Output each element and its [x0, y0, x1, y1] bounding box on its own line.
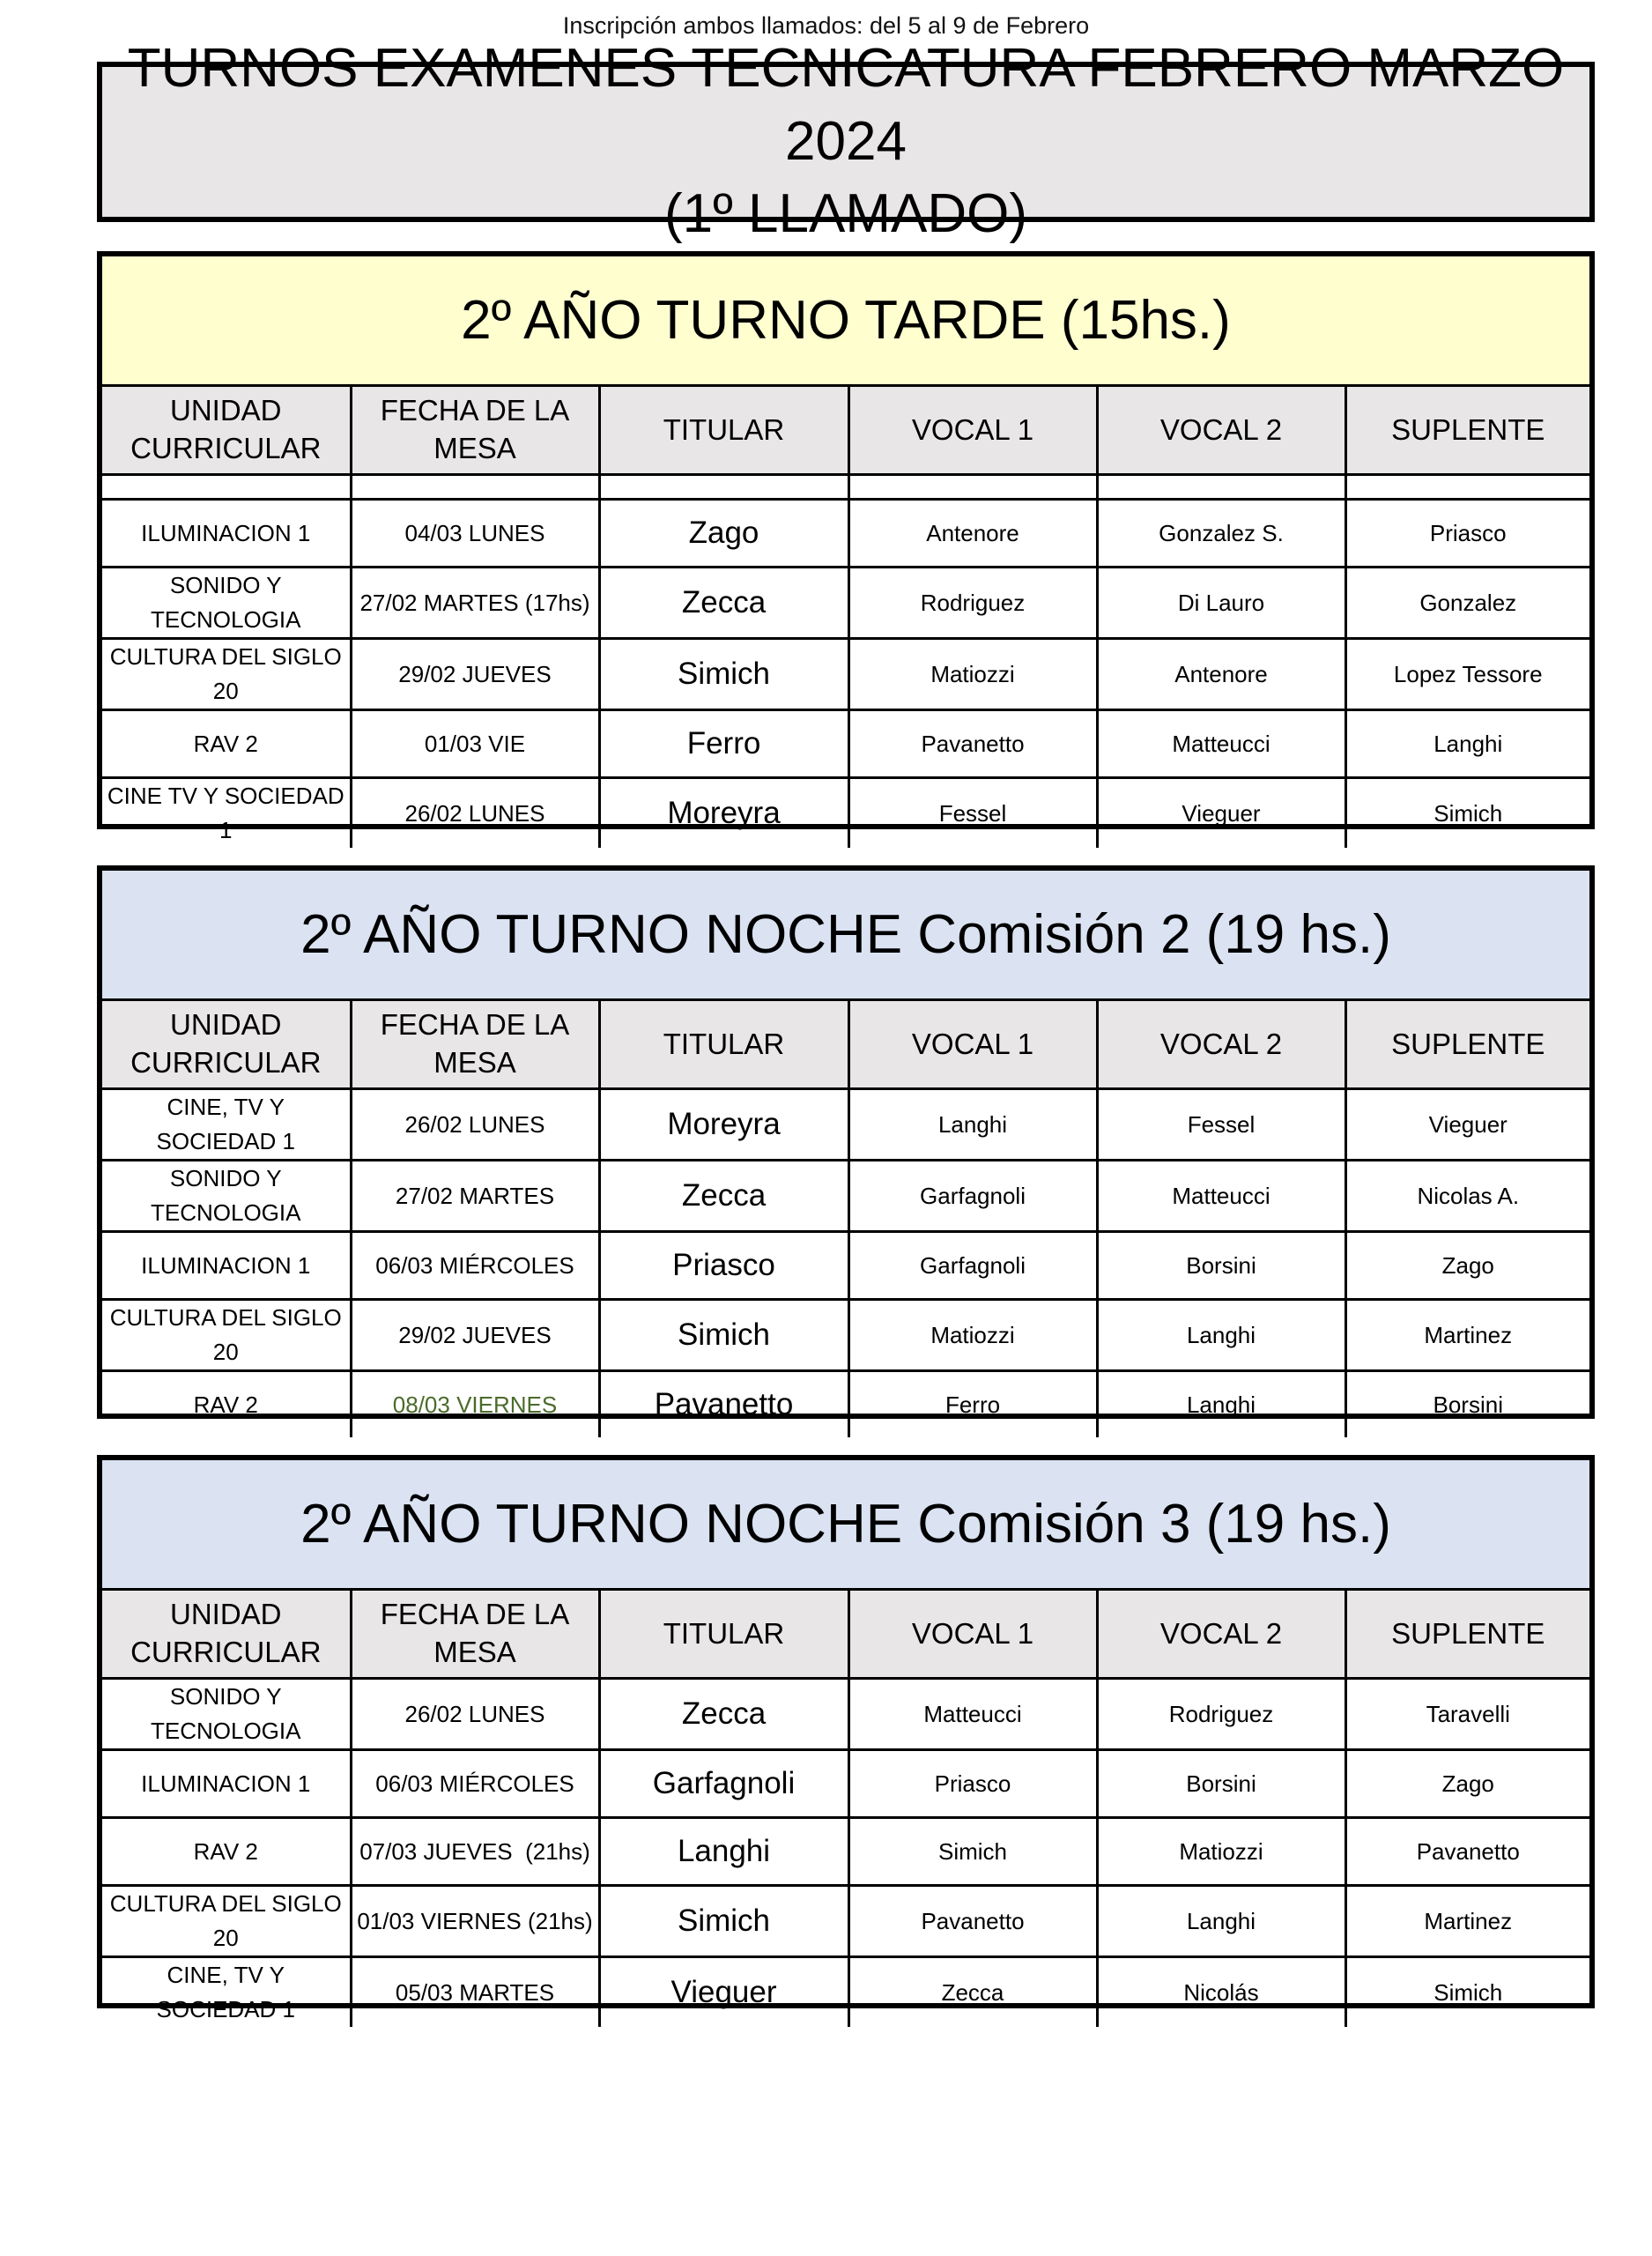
cell-vocal1: Matiozzi	[848, 639, 1097, 710]
cell-unidad: RAV 2	[102, 710, 351, 778]
table-header-row	[102, 1591, 1589, 1679]
header-vocal2: VOCAL 2	[1097, 387, 1345, 475]
cell-vocal2: Matteucci	[1097, 1161, 1345, 1232]
table-row	[102, 500, 1589, 568]
section-title-noche-2: 2º AÑO TURNO NOCHE Comisión 2 (19 hs.)	[102, 871, 1589, 1001]
header-vocal1: VOCAL 1	[848, 1591, 1097, 1679]
cell-vocal1: Antenore	[848, 500, 1097, 568]
cell-titular: Garfagnoli	[599, 1750, 848, 1818]
cell-vocal2: Borsini	[1097, 1750, 1345, 1818]
cell-suplente: Martinez	[1345, 1886, 1589, 1957]
cell-vocal2: Di Lauro	[1097, 568, 1345, 639]
cell-unidad: RAV 2	[102, 1818, 351, 1886]
cell-suplente: Lopez Tessore	[1345, 639, 1589, 710]
cell-fecha: 26/02 LUNES	[351, 778, 599, 849]
cell-titular: Simich	[599, 1300, 848, 1371]
cell-titular: Ferro	[599, 710, 848, 778]
header-unidad: UNIDAD CURRICULAR	[102, 387, 351, 475]
table-row	[102, 1957, 1589, 2028]
header-suplente: SUPLENTE	[1345, 1001, 1589, 1089]
section-title-tarde: 2º AÑO TURNO TARDE (15hs.)	[102, 256, 1589, 387]
cell-titular: Simich	[599, 1886, 848, 1957]
table-header-row	[102, 387, 1589, 475]
cell-titular: Zecca	[599, 1679, 848, 1750]
table-row	[102, 1300, 1589, 1371]
cell-vocal2: Langhi	[1097, 1300, 1345, 1371]
cell-fecha: 01/03 VIERNES (21hs)	[351, 1886, 599, 1957]
cell-suplente: Simich	[1345, 1957, 1589, 2028]
cell-vocal2: Matteucci	[1097, 710, 1345, 778]
cell-titular: Moreyra	[599, 1089, 848, 1161]
header-titular: TITULAR	[599, 1591, 848, 1679]
table-row	[102, 568, 1589, 639]
cell-vocal1: Zecca	[848, 1957, 1097, 2028]
cell-suplente: Pavanetto	[1345, 1818, 1589, 1886]
cell-fecha: 06/03 MIÉRCOLES	[351, 1232, 599, 1300]
cell-vocal2: Borsini	[1097, 1232, 1345, 1300]
cell-vocal1: Pavanetto	[848, 710, 1097, 778]
header-fecha: FECHA DE LA MESA	[351, 387, 599, 475]
cell-vocal1: Ferro	[848, 1371, 1097, 1438]
cell-unidad: SONIDO Y TECNOLOGIA	[102, 1679, 351, 1750]
cell-fecha: 29/02 JUEVES	[351, 1300, 599, 1371]
cell-unidad: CULTURA DEL SIGLO 20	[102, 639, 351, 710]
cell-suplente: Borsini	[1345, 1371, 1589, 1438]
title-line-2: (1º LLAMADO)	[664, 183, 1027, 245]
exam-table-noche-3	[102, 1591, 1589, 2027]
cell-unidad: ILUMINACION 1	[102, 500, 351, 568]
cell-unidad: CULTURA DEL SIGLO 20	[102, 1300, 351, 1371]
cell-titular: Pavanetto	[599, 1371, 848, 1438]
cell-suplente: Nicolas A.	[1345, 1161, 1589, 1232]
registration-note: Inscripción ambos llamados: del 5 al 9 de Febrero	[562, 12, 1090, 39]
cell-suplente: Vieguer	[1345, 1089, 1589, 1161]
cell-unidad: ILUMINACION 1	[102, 1232, 351, 1300]
cell-fecha: 04/03 LUNES	[351, 500, 599, 568]
table-row	[102, 1371, 1589, 1438]
table-row	[102, 1750, 1589, 1818]
cell-titular: Zecca	[599, 568, 848, 639]
cell-vocal2: Nicolás	[1097, 1957, 1345, 2028]
cell-vocal2: Vieguer	[1097, 778, 1345, 849]
header-titular: TITULAR	[599, 387, 848, 475]
table-row	[102, 778, 1589, 849]
table-row	[102, 639, 1589, 710]
header-fecha: FECHA DE LA MESA	[351, 1591, 599, 1679]
header-unidad: UNIDAD CURRICULAR	[102, 1591, 351, 1679]
cell-vocal1: Langhi	[848, 1089, 1097, 1161]
cell-suplente: Taravelli	[1345, 1679, 1589, 1750]
cell-vocal1: Fessel	[848, 778, 1097, 849]
cell-vocal2: Langhi	[1097, 1886, 1345, 1957]
cell-vocal1: Matiozzi	[848, 1300, 1097, 1371]
schedule-noche-comision-3	[97, 1455, 1595, 2022]
header-vocal1: VOCAL 1	[848, 387, 1097, 475]
cell-fecha: 29/02 JUEVES	[351, 639, 599, 710]
header-vocal1: VOCAL 1	[848, 1001, 1097, 1089]
header-vocal2: VOCAL 2	[1097, 1001, 1345, 1089]
cell-vocal2: Langhi	[1097, 1371, 1345, 1438]
header-suplente: SUPLENTE	[1345, 1591, 1589, 1679]
cell-fecha: 06/03 MIÉRCOLES	[351, 1750, 599, 1818]
section-title-noche-3: 2º AÑO TURNO NOCHE Comisión 3 (19 hs.)	[102, 1460, 1589, 1591]
cell-unidad: ILUMINACION 1	[102, 1750, 351, 1818]
cell-unidad: RAV 2	[102, 1371, 351, 1438]
table-row	[102, 1089, 1589, 1161]
cell-titular: Zago	[599, 500, 848, 568]
exam-table-tarde	[102, 387, 1589, 848]
cell-vocal2: Gonzalez S.	[1097, 500, 1345, 568]
cell-vocal1: Rodriguez	[848, 568, 1097, 639]
cell-fecha: 05/03 MARTES	[351, 1957, 599, 2028]
header-titular: TITULAR	[599, 1001, 848, 1089]
cell-unidad: CINE, TV Y SOCIEDAD 1	[102, 1957, 351, 2028]
schedule-noche-comision-2	[97, 865, 1595, 1419]
cell-fecha: 07/03 JUEVES (21hs)	[351, 1818, 599, 1886]
cell-vocal1: Garfagnoli	[848, 1232, 1097, 1300]
table-row	[102, 710, 1589, 778]
cell-vocal1: Matteucci	[848, 1679, 1097, 1750]
table-row	[102, 1161, 1589, 1232]
table-row	[102, 1818, 1589, 1886]
cell-unidad: CINE, TV Y SOCIEDAD 1	[102, 1089, 351, 1161]
cell-unidad: SONIDO Y TECNOLOGIA	[102, 1161, 351, 1232]
cell-unidad: CINE TV Y SOCIEDAD 1	[102, 778, 351, 849]
cell-titular: Zecca	[599, 1161, 848, 1232]
cell-titular: Moreyra	[599, 778, 848, 849]
header-vocal2: VOCAL 2	[1097, 1591, 1345, 1679]
title-line-1: TURNOS EXAMENES TECNICATURA FEBRERO MARZO 2024	[127, 38, 1565, 172]
cell-vocal2: Fessel	[1097, 1089, 1345, 1161]
header-suplente: SUPLENTE	[1345, 387, 1589, 475]
spacer-row	[102, 475, 1589, 500]
cell-fecha: 26/02 LUNES	[351, 1089, 599, 1161]
cell-vocal1: Priasco	[848, 1750, 1097, 1818]
cell-titular: Langhi	[599, 1818, 848, 1886]
cell-titular: Simich	[599, 639, 848, 710]
cell-vocal2: Rodriguez	[1097, 1679, 1345, 1750]
cell-suplente: Simich	[1345, 778, 1589, 849]
table-row	[102, 1886, 1589, 1957]
cell-unidad: CULTURA DEL SIGLO 20	[102, 1886, 351, 1957]
exam-table-noche-2	[102, 1001, 1589, 1437]
header-fecha: FECHA DE LA MESA	[351, 1001, 599, 1089]
cell-suplente: Zago	[1345, 1750, 1589, 1818]
cell-vocal1: Pavanetto	[848, 1886, 1097, 1957]
cell-vocal2: Matiozzi	[1097, 1818, 1345, 1886]
cell-vocal2: Antenore	[1097, 639, 1345, 710]
cell-suplente: Gonzalez	[1345, 568, 1589, 639]
cell-fecha: 27/02 MARTES (17hs)	[351, 568, 599, 639]
cell-suplente: Priasco	[1345, 500, 1589, 568]
cell-titular: Vieguer	[599, 1957, 848, 2028]
schedule-tarde	[97, 251, 1595, 843]
document-title	[97, 38, 1595, 245]
cell-fecha: 27/02 MARTES	[351, 1161, 599, 1232]
cell-suplente: Zago	[1345, 1232, 1589, 1300]
table-row	[102, 1679, 1589, 1750]
cell-fecha: 08/03 VIERNES	[351, 1371, 599, 1438]
header-unidad: UNIDAD CURRICULAR	[102, 1001, 351, 1089]
cell-fecha: 01/03 VIE	[351, 710, 599, 778]
table-row	[102, 1232, 1589, 1300]
cell-unidad: SONIDO Y TECNOLOGIA	[102, 568, 351, 639]
cell-vocal1: Garfagnoli	[848, 1161, 1097, 1232]
cell-titular: Priasco	[599, 1232, 848, 1300]
table-header-row	[102, 1001, 1589, 1089]
cell-suplente: Langhi	[1345, 710, 1589, 778]
cell-fecha: 26/02 LUNES	[351, 1679, 599, 1750]
cell-suplente: Martinez	[1345, 1300, 1589, 1371]
cell-vocal1: Simich	[848, 1818, 1097, 1886]
